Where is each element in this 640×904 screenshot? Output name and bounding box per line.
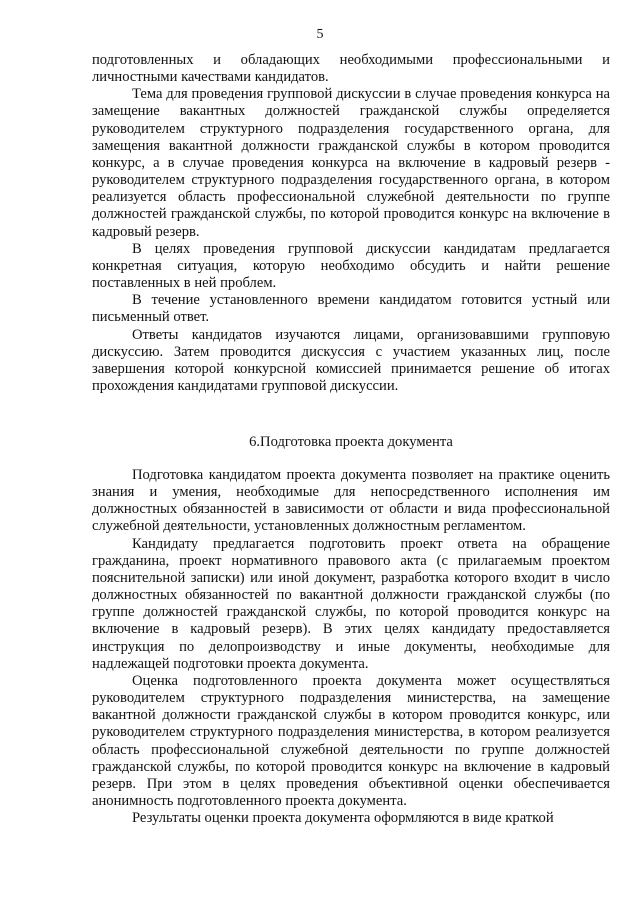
paragraph-situation: В целях проведения групповой дискуссии кандидатам предлагается конкретная ситуация, которую необходимо обсудить и найти решение поставленных в ней проблем. xyxy=(92,240,610,292)
paragraph-results: Ответы кандидатов изучаются лицами, организовавшими групповую дискуссию. Затем проводится дискуссия с участием указанных лиц, после завершения которой конкурсной комиссией принимается решение об итогах прохождения кандидатами групповой дискуссии. xyxy=(92,326,610,394)
paragraph-evaluation: Оценка подготовленного проекта документа может осуществляться руководителем структурного подразделения министерства, на замещение вакантной должности гражданской службы в котором проводится конкурс, или руководителем структурного подразделения министерства, в котором реализуется область профессиональной служебной деятельности по группе должностей гражданской службы, по которой проводится конкурс на включение в кадровый резерв. При этом в целях проведения объективной оценки обеспечивается анонимность подготовленного проекта документа. xyxy=(92,672,610,809)
paragraph-answer: В течение установленного времени кандидатом готовится устный или письменный ответ. xyxy=(92,292,610,326)
section-draft-document-text xyxy=(92,467,610,827)
section-group-discussion-text xyxy=(92,52,610,395)
section-heading: 6.Подготовка проекта документа xyxy=(249,434,453,450)
paragraph-results-form: Результаты оценки проекта документа оформляются в виде краткой xyxy=(132,810,554,827)
page-number: 5 xyxy=(316,27,324,42)
paragraph-continuation: подготовленных и обладающих необходимыми профессиональными и личностными качествами кандидатов. xyxy=(92,52,610,86)
paragraph-task: Кандидату предлагается подготовить проект ответа на обращение гражданина, проект нормативного правового акта (с прилагаемым проектом пояснительной записки) или иной документ, разработка которого входит в число должностных обязанностей по вакантной должности гражданской службы (по группе должностей гражданской службы, по которой проводится конкурс на включение в кадровый резерв). В этих целях кандидату предоставляется инструкция по делопроизводству и иные документы, необходимые для надлежащей подготовки проекта документа. xyxy=(92,535,610,672)
paragraph-purpose: Подготовка кандидатом проекта документа позволяет на практике оценить знания и умения, необходимые для непосредственного исполнения им должностных обязанностей в зависимости от области и вида профессиональной служебной деятельности, установленных должностным регламентом. xyxy=(92,467,610,535)
paragraph-topic: Тема для проведения групповой дискуссии в случае проведения конкурса на замещение вакантных должностей гражданской службы определяется руководителем структурного подразделения государственного органа, для замещения вакантной должности гражданской службы в котором проводится конкурс, а в случае проведения конкурса на включение в кадровый резерв - руководителем структурного подразделения государственного органа, в котором реализуется область профессиональной служебной деятельности по группе должностей гражданской службы, по которой проводится конкурс на включение в кадровый резерв. xyxy=(92,86,610,240)
